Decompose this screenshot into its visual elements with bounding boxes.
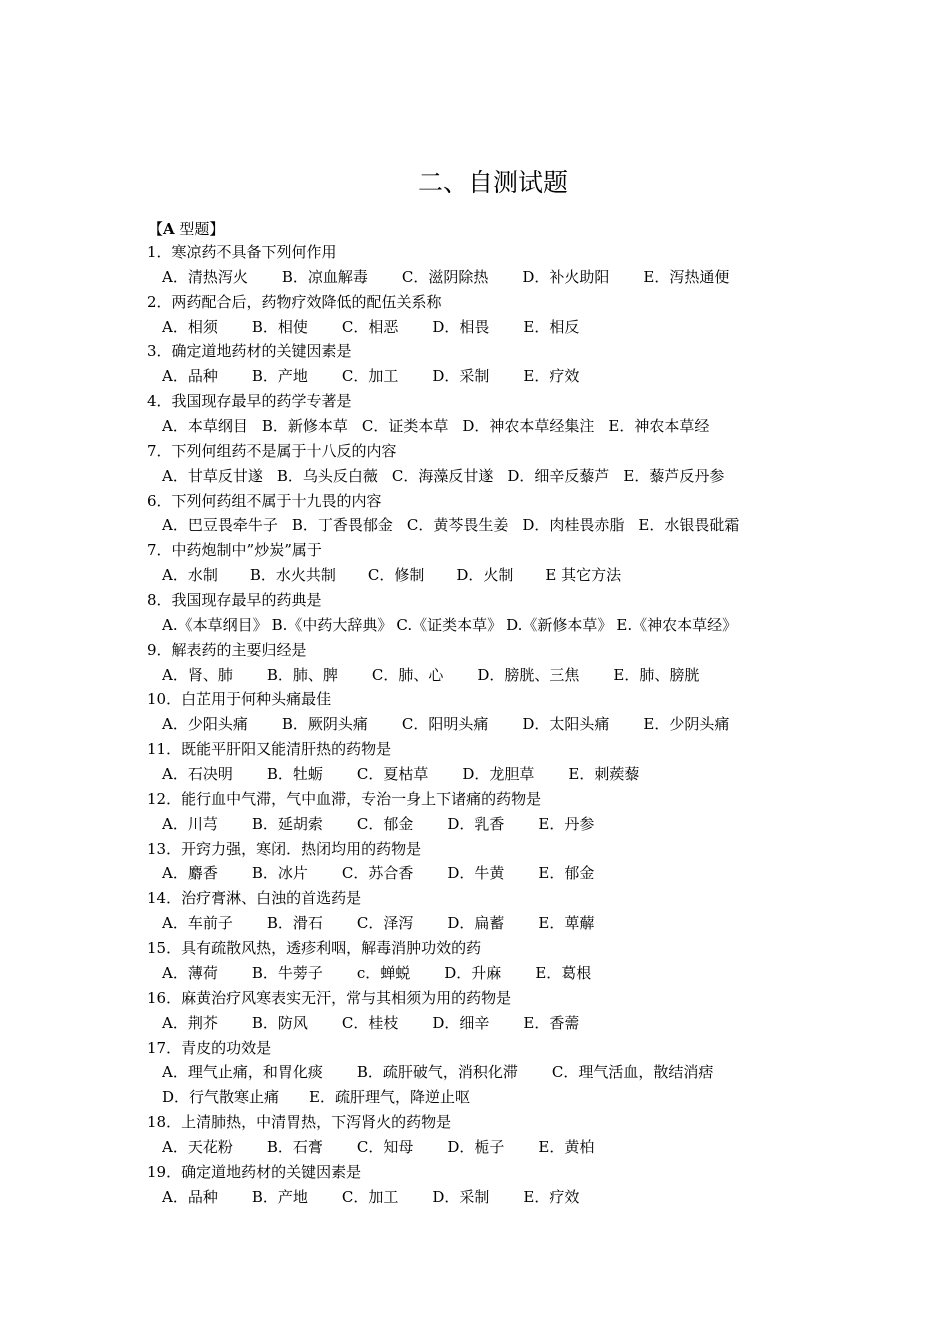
answer-option: B．水火共制 (249, 566, 336, 585)
answer-option: A.《本草纲目》 (162, 615, 268, 634)
question-text: 11．既能平肝阳又能清肝热的药物是 (147, 740, 392, 759)
answer-option: E．黄柏 (538, 1137, 595, 1156)
question-text: 19．确定道地药材的关键因素是 (147, 1162, 362, 1181)
answer-option: A．麝香 (162, 864, 218, 883)
answer-option: E 其它方法 (545, 566, 622, 585)
question-text: 4．我国现存最早的药学专著是 (147, 392, 352, 411)
answer-option: A．肾、肺 (162, 665, 233, 684)
section-heading (148, 218, 224, 240)
question-list (0, 240, 950, 1210)
answer-option: D．栀子 (447, 1137, 505, 1156)
answer-option: D．细辛反藜芦 (507, 466, 610, 485)
answer-option: C．肺、心 (371, 665, 444, 684)
option-row (0, 911, 950, 936)
answer-option: D．升麻 (444, 963, 502, 982)
answer-option: E．相反 (523, 317, 580, 336)
answer-option: E．藜芦反丹参 (623, 466, 725, 485)
answer-option: C．证类本草 (361, 417, 449, 436)
option-row (0, 265, 950, 290)
answer-option: E．少阴头痛 (643, 715, 730, 734)
answer-option: C．黄芩畏生姜 (406, 516, 509, 535)
question-text: 15．具有疏散风热，透疹利咽，解毒消肿功效的药 (147, 939, 482, 958)
question-text: 8．我国现存最早的药典是 (147, 591, 322, 610)
answer-option: A．车前子 (162, 914, 233, 933)
answer-option: B．石膏 (266, 1137, 323, 1156)
question-text: 1．寒凉药不具备下列何作用 (147, 243, 337, 261)
option-row (0, 663, 950, 688)
answer-option: C．泽泻 (356, 914, 414, 933)
option-row (0, 1011, 950, 1036)
section-bracket: 【 (148, 220, 164, 238)
answer-option: C．加工 (341, 1187, 399, 1206)
answer-option: D．扁蓄 (447, 914, 505, 933)
option-row (0, 513, 950, 538)
option-row (0, 1185, 950, 1210)
answer-option: D．采制 (432, 367, 490, 386)
answer-option: A．天花粉 (162, 1137, 233, 1156)
answer-option: A．石决明 (162, 765, 233, 784)
option-row (0, 861, 950, 886)
option-row (0, 762, 950, 787)
answer-option: C．知母 (356, 1137, 414, 1156)
answer-option: B.《中药大辞典》 (271, 615, 393, 634)
answer-option: D．行气散寒止痛 (162, 1088, 280, 1107)
option-row (0, 315, 950, 340)
answer-option: D．相畏 (432, 317, 490, 336)
option-row (0, 563, 950, 588)
question-text: 14．治疗膏淋、白浊的首选药是 (147, 889, 362, 908)
answer-option: A．川芎 (162, 814, 218, 833)
answer-option: D．肉桂畏赤脂 (522, 516, 625, 535)
answer-option: A．理气止痛，和胃化痰 (162, 1063, 323, 1082)
answer-option: B．牛蒡子 (251, 963, 323, 982)
answer-option: E．神农本草经 (608, 417, 710, 436)
section-type: A (163, 220, 175, 238)
answer-option: B．丁香畏郁金 (291, 516, 393, 535)
question-text: 16．麻黄治疗风寒表实无汗，常与其相须为用的药物是 (147, 988, 512, 1007)
option-row (0, 712, 950, 737)
answer-option: E．刺蒺藜 (568, 765, 640, 784)
answer-option: C．苏合香 (341, 864, 414, 883)
answer-option: A．清热泻火 (162, 267, 248, 286)
answer-option: A．荆芥 (162, 1013, 218, 1032)
option-row (0, 1135, 950, 1160)
answer-option: E．疗效 (523, 367, 580, 386)
question-text: 6．下列何药组不属于十九畏的内容 (147, 491, 382, 510)
question-text: 3．确定道地药材的关键因素是 (147, 342, 352, 361)
answer-option: c．蝉蜕 (356, 963, 411, 982)
answer-option: B．产地 (251, 1187, 308, 1206)
answer-option: B．疏肝破气，消积化滞 (356, 1063, 518, 1082)
question-text: 12．能行血中气滞，气中血滞，专治一身上下诸痛的药物是 (147, 789, 542, 808)
answer-option: C．海藻反甘遂 (391, 466, 494, 485)
answer-option: D．龙胆草 (462, 765, 535, 784)
answer-option: A．品种 (162, 1187, 218, 1206)
answer-option: D．神农本草经集注 (462, 417, 595, 436)
answer-option: C．滋阴除热 (401, 267, 489, 286)
answer-option: A．薄荷 (162, 963, 218, 982)
question-text: 13．开窍力强，寒闭．热闭均用的药物是 (147, 839, 422, 858)
answer-option: B．滑石 (266, 914, 323, 933)
answer-option: A．少阳头痛 (162, 715, 248, 734)
answer-option: B．产地 (251, 367, 308, 386)
answer-option: B．厥阴头痛 (281, 715, 368, 734)
answer-option: C．相恶 (341, 317, 399, 336)
answer-option: D．火制 (456, 566, 514, 585)
question-text: 2．两药配合后，药物疗效降低的配伍关系称 (147, 292, 442, 311)
question-text: 18．上清肺热，中清胃热，下泻肾火的药物是 (147, 1113, 452, 1132)
option-row (0, 464, 950, 489)
answer-option: D．膀胱、三焦 (477, 665, 580, 684)
section-label: 型题】 (174, 220, 225, 238)
answer-option: A．巴豆畏牵牛子 (162, 516, 278, 535)
answer-option: C．理气活血，散结消痞 (551, 1063, 714, 1082)
answer-option: E．香薷 (523, 1013, 580, 1032)
answer-option: A．水制 (162, 566, 218, 585)
answer-option: A．本草纲目 (162, 417, 248, 436)
answer-option: E．葛根 (535, 963, 592, 982)
option-row (0, 364, 950, 389)
answer-option: C．桂枝 (341, 1013, 399, 1032)
question-text: 9．解表药的主要归经是 (147, 640, 307, 659)
option-row (0, 1085, 950, 1110)
page-title: 二、自测试题 (417, 168, 568, 197)
answer-option: E．郁金 (538, 864, 595, 883)
answer-option: B．凉血解毒 (281, 267, 368, 286)
option-row (0, 961, 950, 986)
answer-option: E.《神农本草经》 (616, 615, 738, 634)
answer-option: E．萆薢 (538, 914, 595, 933)
option-row (0, 613, 950, 638)
answer-option: B．延胡索 (251, 814, 323, 833)
answer-option: E．疗效 (523, 1187, 580, 1206)
answer-option: C．阳明头痛 (401, 715, 489, 734)
answer-option: D．采制 (432, 1187, 490, 1206)
answer-option: A．品种 (162, 367, 218, 386)
answer-option: C．郁金 (356, 814, 414, 833)
answer-option: B．冰片 (251, 864, 308, 883)
question-text: 7．中药炮制中”炒炭”属于 (147, 541, 322, 560)
option-row (0, 414, 950, 439)
answer-option: E．泻热通便 (643, 267, 730, 286)
answer-option: D.《新修本草》 (506, 615, 613, 634)
answer-option: B．乌头反白薇 (276, 466, 378, 485)
question-text: 7．下列何组药不是属于十八反的内容 (147, 441, 397, 460)
answer-option: E．水银畏砒霜 (638, 516, 740, 535)
answer-option: A．甘草反甘遂 (162, 466, 263, 485)
option-row (0, 812, 950, 837)
answer-option: E．疏肝理气，降逆止呕 (309, 1088, 470, 1107)
question-text: 10．白芷用于何种头痛最佳 (147, 690, 332, 709)
answer-option: D．太阳头痛 (522, 715, 610, 734)
answer-option: B．防风 (251, 1013, 308, 1032)
question-text: 17．青皮的功效是 (147, 1038, 272, 1057)
answer-option: E．肺、膀胱 (613, 665, 700, 684)
answer-option: B．新修本草 (261, 417, 348, 436)
answer-option: A．相须 (162, 317, 218, 336)
answer-option: D．牛黄 (447, 864, 505, 883)
answer-option: C.《证类本草》 (396, 615, 503, 634)
answer-option: E．丹参 (538, 814, 595, 833)
answer-option: B．肺、脾 (266, 665, 338, 684)
answer-option: D．细辛 (432, 1013, 490, 1032)
answer-option: D．乳香 (447, 814, 505, 833)
answer-option: B．相使 (251, 317, 308, 336)
option-row (0, 1060, 950, 1085)
answer-option: C．加工 (341, 367, 399, 386)
answer-option: C．夏枯草 (356, 765, 429, 784)
answer-option: D．补火助阳 (522, 267, 610, 286)
answer-option: B．牡蛎 (266, 765, 323, 784)
answer-option: C．修制 (367, 566, 425, 585)
